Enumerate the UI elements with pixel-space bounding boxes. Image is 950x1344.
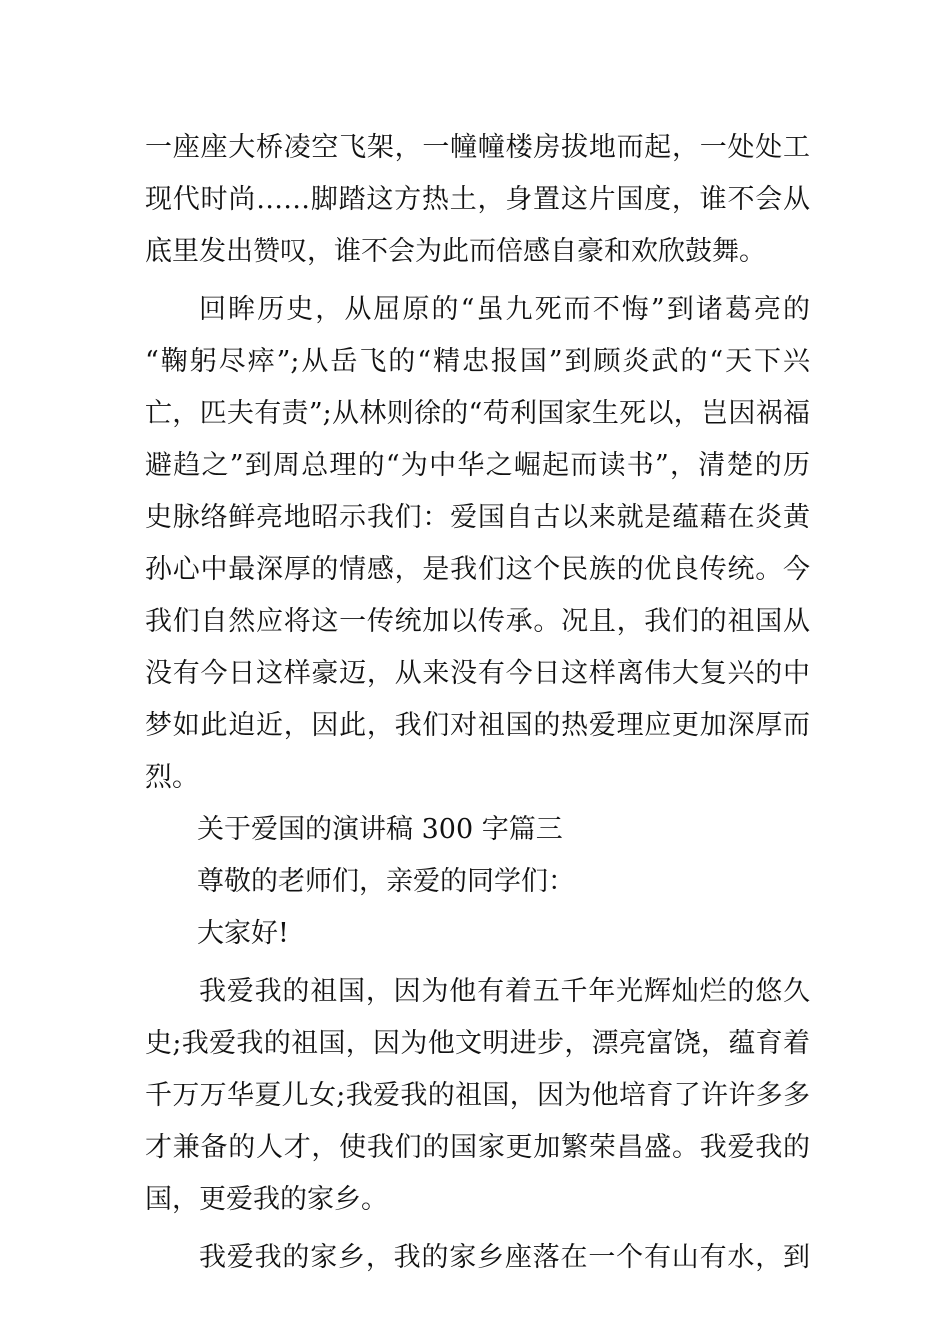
- paragraph-first-line: 我爱我的家乡，我的家乡座落在一个有山有水，到: [199, 1242, 810, 1273]
- text-line: 才兼备的人才，使我们的国家更加繁荣昌盛。我爱我的: [145, 1132, 810, 1163]
- paragraph-first-line: 我爱我的祖国，因为他有着五千年光辉灿烂的悠久: [199, 976, 810, 1007]
- text-line: 亡，匹夫有责”;从林则徐的“苟利国家生死以，岂因祸福: [145, 398, 810, 429]
- text-line: 现代时尚……脚踏这方热土，身置这片国度，谁不会从: [145, 184, 810, 215]
- text-line: 一座座大桥凌空飞架，一幢幢楼房拔地而起，一处处工: [145, 132, 810, 163]
- text-line: 没有今日这样豪迈，从来没有今日这样离伟大复兴的中: [145, 658, 810, 689]
- text-line: 避趋之”到周总理的“为中华之崛起而读书”，清楚的历: [145, 450, 810, 481]
- text-line: 国，更爱我的家乡。: [145, 1184, 388, 1215]
- salutation: 尊敬的老师们，亲爱的同学们：: [197, 866, 575, 897]
- text-line: 史脉络鲜亮地昭示我们：爱国自古以来就是蕴藉在炎黄: [145, 502, 810, 533]
- text-line: 孙心中最深厚的情感，是我们这个民族的优良传统。今: [145, 554, 810, 585]
- paragraph-first-line: 回眸历史，从屈原的“虽九死而不悔”到诸葛亮的: [199, 294, 810, 325]
- text-line: 梦如此迫近，因此，我们对祖国的热爱理应更加深厚而: [145, 710, 810, 741]
- text-line: 我们自然应将这一传统加以传承。况且，我们的祖国从: [145, 606, 810, 637]
- text-line: 烈。: [145, 762, 199, 793]
- text-line: 史;我爱我的祖国，因为他文明进步，漂亮富饶，蕴育着: [145, 1028, 810, 1059]
- text-line: 底里发出赞叹，谁不会为此而倍感自豪和欢欣鼓舞。: [145, 236, 766, 267]
- document-body: [145, 122, 810, 1284]
- section-heading: 关于爱国的演讲稿 300 字篇三: [197, 814, 563, 845]
- text-line: 千万万华夏儿女;我爱我的祖国，因为他培育了许许多多: [145, 1080, 810, 1111]
- text-line: “鞠躬尽瘁”;从岳飞的“精忠报国”到顾炎武的“天下兴: [145, 346, 810, 377]
- greeting: 大家好!: [197, 918, 289, 949]
